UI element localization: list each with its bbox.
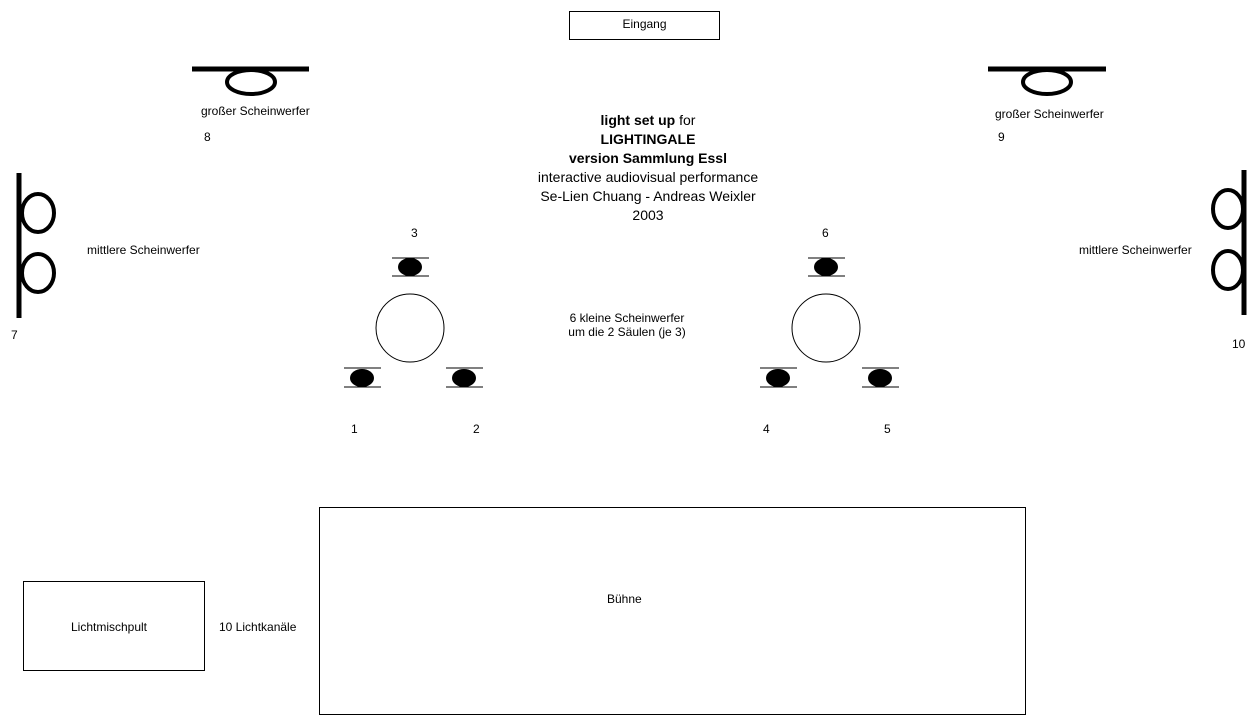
small-spotlight-2	[446, 368, 483, 387]
stage-label: Bühne	[607, 592, 642, 606]
small-spotlight-6	[808, 258, 845, 276]
large-spotlight-9	[988, 69, 1106, 94]
title-line4: interactive audiovisual performance	[537, 169, 759, 185]
diagram-title	[498, 111, 798, 225]
large-spotlight-8	[192, 69, 309, 94]
small-spotlight-1	[344, 368, 381, 387]
large-spot-label-left: großer Scheinwerfer	[201, 104, 310, 118]
title-line1-rest: for	[675, 112, 696, 128]
small-spotlight-3	[392, 258, 429, 276]
number-10: 10	[1232, 337, 1246, 351]
number-2: 2	[473, 422, 480, 436]
number-9: 9	[998, 130, 1005, 144]
title-line2: LIGHTINGALE	[600, 131, 696, 147]
light-channels-label: 10 Lichtkanäle	[219, 620, 297, 634]
title-line5: Se-Lien Chuang - Andreas Weixler	[540, 188, 756, 204]
title-line3: version Sammlung Essl	[569, 150, 727, 166]
entrance-label: Eingang	[622, 17, 667, 31]
number-1: 1	[351, 422, 358, 436]
title-line1-bold: light set up	[600, 112, 676, 128]
small-spotlight-4	[760, 368, 797, 387]
column-right	[792, 294, 860, 362]
large-spot-label-right: großer Scheinwerfer	[995, 107, 1104, 121]
number-7: 7	[11, 328, 18, 342]
medium-spot-label-right: mittlere Scheinwerfer	[1079, 243, 1192, 257]
title-line6: 2003	[632, 207, 664, 223]
column-left	[376, 294, 444, 362]
number-3: 3	[411, 226, 418, 240]
number-8: 8	[204, 130, 211, 144]
medium-spotlights-10	[1213, 170, 1244, 315]
medium-spotlights-7	[19, 173, 54, 318]
medium-spot-label-left: mittlere Scheinwerfer	[87, 243, 200, 257]
stage-box	[319, 507, 1026, 715]
number-6: 6	[822, 226, 829, 240]
number-5: 5	[884, 422, 891, 436]
number-4: 4	[763, 422, 770, 436]
light-mixer-label: Lichtmischpult	[70, 620, 148, 634]
small-spots-note-line2: um die 2 Säulen (je 3)	[568, 325, 686, 339]
small-spots-note	[527, 311, 727, 339]
small-spots-note-line1: 6 kleine Scheinwerfer	[569, 311, 685, 325]
small-spotlight-5	[862, 368, 899, 387]
